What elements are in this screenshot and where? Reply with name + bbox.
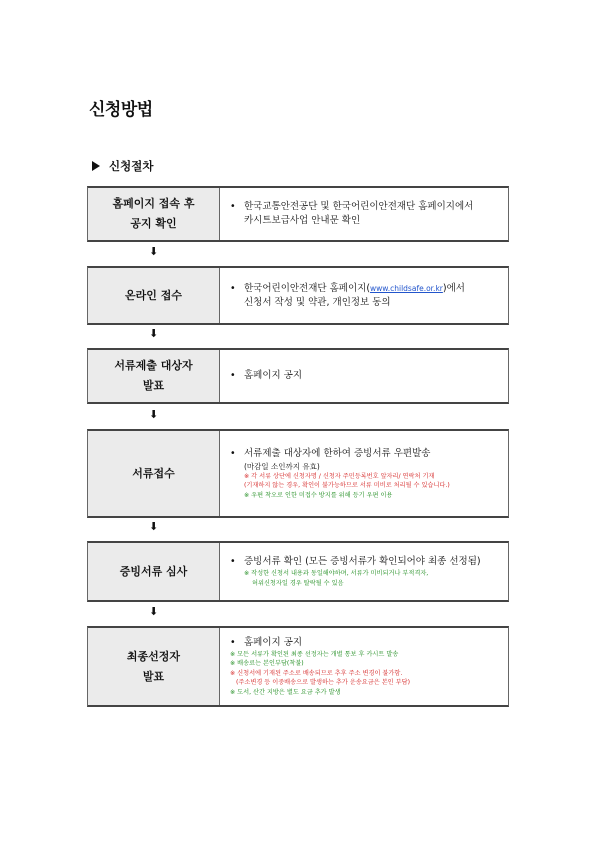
bullet-line xyxy=(230,447,508,461)
step-title xyxy=(88,628,220,705)
note-red: ※ 각 서류 상단에 신청자명 / 신청자 주민등록번호 앞자리/ 연락처 기재 xyxy=(244,472,435,480)
down-arrow-icon: ⬇ xyxy=(149,327,159,340)
step-line-cont: 카시트보급사업 안내문 확인 xyxy=(244,215,361,226)
note-green: ※ 우편 착오로 인한 미접수 방지를 위해 등기 우편 이용 xyxy=(244,491,393,499)
note-green: ※ 배송료는 본인부담(착불) xyxy=(230,660,304,668)
step-online-registration xyxy=(87,266,509,325)
step-content xyxy=(220,431,508,516)
step-title-text: 온라인 접수 xyxy=(125,288,182,302)
step-content xyxy=(220,543,508,600)
note-red: ※ 신청서에 기재된 주소로 배송되므로 추후 주소 변경이 불가함. xyxy=(230,669,403,677)
step-website-notice xyxy=(87,186,509,242)
step-line: 서류제출 대상자에 한하여 증빙서류 우편발송 xyxy=(244,447,431,459)
note-green: ※ 모든 서류가 확인된 최종 선정자는 개별 통보 후 카시트 발송 xyxy=(230,650,399,658)
step-title-text: 최종선정자 발표 xyxy=(126,649,181,683)
step-title xyxy=(88,543,220,600)
step-title xyxy=(88,431,220,516)
bullet-icon: • xyxy=(230,201,236,212)
note-green: 허위신청자일 경우 탈락될 수 있음 xyxy=(252,579,344,587)
bullet-line xyxy=(230,282,508,296)
step-title xyxy=(88,188,220,240)
step-content xyxy=(220,628,508,705)
step-final-announce xyxy=(87,626,509,707)
step-subline: (마감일 소인까지 유효) xyxy=(244,461,320,471)
down-arrow-icon: ⬇ xyxy=(149,408,159,421)
bullet-line xyxy=(230,200,508,214)
bullet-icon: • xyxy=(230,370,236,381)
step-line: 한국교통안전공단 및 한국어린이안전재단 홈페이지에서 xyxy=(244,201,474,212)
down-arrow-icon: ⬇ xyxy=(149,520,159,533)
bullet-icon: • xyxy=(230,636,236,648)
step-title-text: 서류접수 xyxy=(132,466,175,480)
step-line: 홈페이지 공지 xyxy=(244,370,303,381)
step-document-target-announce xyxy=(87,348,509,404)
note-red: (기재하지 않는 경우, 확인이 불가능하므로 서류 미비로 처리될 수 있습니다.) xyxy=(244,482,450,490)
bullet-icon: • xyxy=(230,556,236,567)
down-arrow-icon: ⬇ xyxy=(149,605,159,618)
step-document-review xyxy=(87,541,509,602)
step-content xyxy=(220,188,508,240)
step-title xyxy=(88,268,220,323)
triangle-right-icon xyxy=(92,161,100,171)
bullet-icon: • xyxy=(230,282,236,294)
step-line-cont: 신청서 작성 및 약관, 개인정보 동의 xyxy=(244,296,391,308)
page-title: 신청방법 xyxy=(89,100,153,120)
note-red: (주소변경 등 이중배송으로 발생하는 추가 운송요금은 본인 부담) xyxy=(236,679,410,687)
step-content xyxy=(220,268,508,323)
bullet-line xyxy=(230,636,508,650)
step-title-text: 증빙서류 심사 xyxy=(119,564,188,578)
step-line-prefix: 한국어린이안전재단 홈페이지( xyxy=(244,282,371,294)
step-line-suffix: )에서 xyxy=(442,282,465,294)
note-green: ※ 작성한 신청서 내용과 동일해야하며, 서류가 미비되거나 부적격자, xyxy=(244,570,429,577)
note-green: ※ 도서, 산간 지방은 별도 요금 추가 발생 xyxy=(230,688,341,696)
step-line: 증빙서류 확인 (모든 증빙서류가 확인되어야 최종 선정됨) xyxy=(244,556,481,567)
step-document-receipt xyxy=(87,429,509,518)
bullet-line xyxy=(230,369,508,383)
step-title-text: 서류제출 대상자 발표 xyxy=(114,359,193,392)
bullet-icon: • xyxy=(230,447,236,459)
step-line: 홈페이지 공지 xyxy=(244,636,303,648)
down-arrow-icon: ⬇ xyxy=(149,245,159,258)
step-content xyxy=(220,350,508,402)
step-title xyxy=(88,350,220,402)
step-title-text: 홈페이지 접속 후 공지 확인 xyxy=(112,197,195,230)
childsafe-link[interactable]: www.childsafe.or.kr xyxy=(370,283,443,293)
section-heading xyxy=(92,158,153,174)
bullet-line xyxy=(230,555,508,569)
section-label: 신청절차 xyxy=(109,159,154,173)
